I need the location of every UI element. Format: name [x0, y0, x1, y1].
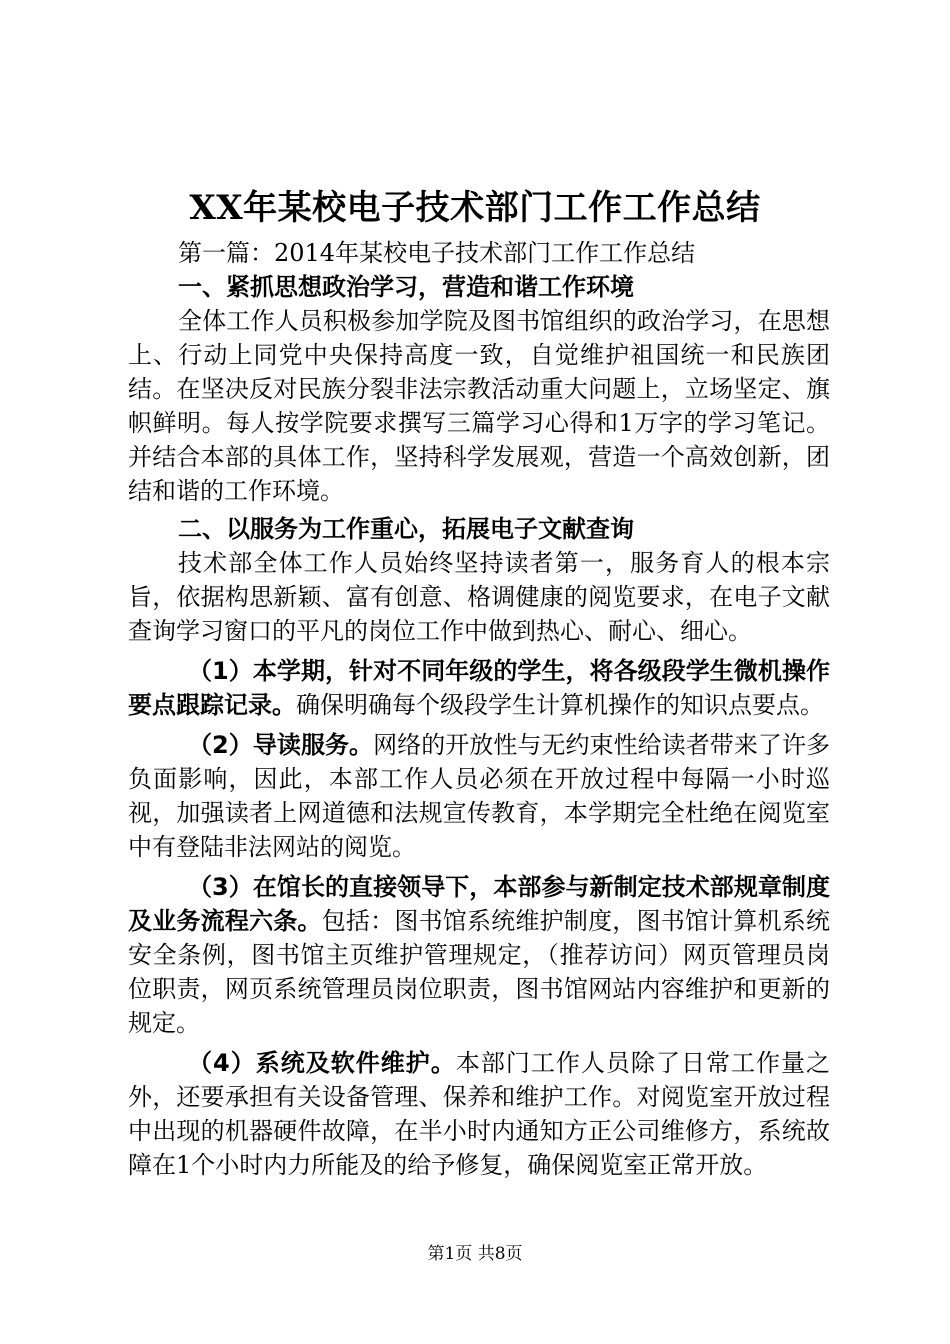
document-body: [128, 236, 830, 1182]
section-2-paragraph: 技术部全体工作人员始终坚持读者第一，服务育人的根本宗旨，依据构思新颖、富有创意、格调健康的阅览要求，在电子文献查询学习窗口的平凡的岗位工作中做到热心、耐心、细心。: [128, 549, 830, 645]
list-item-1: [128, 654, 830, 722]
page-number-footer: 第1页 共8页: [427, 1244, 523, 1264]
list-item-3: [128, 870, 830, 1040]
list-item-1-text: 确保明确每个级段学生计算机操作的知识点要点。: [296, 691, 824, 719]
list-item-2-lead: （2）导读服务。: [188, 731, 374, 759]
section-2-heading: 二、以服务为工作重心，拓展电子文献查询: [178, 515, 634, 543]
list-item-4: [128, 1046, 830, 1182]
list-item-4-text: 本部门工作人员除了日常工作量之外，还要承担有关设备管理、保养和维护工作。对阅览室开放过程中出现的机器硬件故障，在半小时内通知方正公司维修方，系统故障在1个小时内力所能及的给予修复，确保阅览室正常开放。: [128, 1049, 831, 1179]
list-item-1-lead: （1）本学期，针对不同年级的学生，将各级段学生微机操作要点跟踪记录。: [128, 657, 830, 719]
section-1-paragraph: 全体工作人员积极参加学院及图书馆组织的政治学习，在思想上、行动上同党中央保持高度一致，自觉维护祖国统一和民族团结。在坚决反对民族分裂非法宗教活动重大问题上，立场坚定、旗帜鲜明。每人按学院要求撰写三篇学习心得和1万字的学习笔记。并结合本部的具体工作，坚持科学发展观，营造一个高效创新，团结和谐的工作环境。: [128, 307, 830, 505]
section-1-heading: 一、紧抓思想政治学习，营造和谐工作环境: [178, 273, 634, 301]
list-item-4-lead: （4）系统及软件维护。: [188, 1049, 456, 1077]
list-item-3-lead: （3）在馆长的直接领导下，本部参与新制定技术部规章制度及业务流程六条。: [128, 873, 830, 935]
list-item-2: [128, 728, 830, 864]
subtitle: 第一篇：2014年某校电子技术部门工作工作总结: [178, 239, 696, 267]
list-item-2-text: 网络的开放性与无约束性给读者带来了许多负面影响，因此，本部工作人员必须在开放过程中每隔一小时巡视，加强读者上网道德和法规宣传教育，本学期完全杜绝在阅览室中有登陆非法网站的阅览。: [128, 731, 831, 861]
list-item-3-text: 包括：图书馆系统维护制度，图书馆计算机系统安全条例，图书馆主页维护管理规定，（推荐访问）网页管理员岗位职责，网页系统管理员岗位职责，图书馆网站内容维护和更新的规定。: [128, 907, 831, 1037]
document-title: XX年某校电子技术部门工作工作总结: [189, 188, 761, 228]
